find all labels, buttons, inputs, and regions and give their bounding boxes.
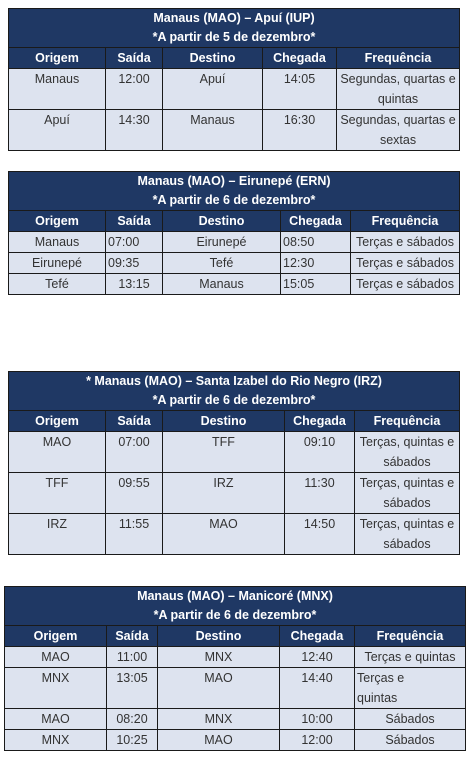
cell-destino: MAO: [158, 730, 280, 751]
header-row: [5, 626, 466, 647]
route-title: Manaus (MAO) – Eirunepé (ERN): [137, 174, 331, 188]
table-row: [9, 232, 460, 253]
table-row: [9, 514, 460, 555]
route-title: * Manaus (MAO) – Santa Izabel do Rio Negro (IRZ): [86, 374, 382, 388]
table-row: [9, 253, 460, 274]
cell-saida: 09:55: [106, 473, 163, 514]
header-saida: Saída: [106, 48, 163, 69]
start-date-note: *A partir de 6 de dezembro*: [152, 193, 316, 207]
cell-frequencia: Terças, quintas e sábados: [355, 432, 460, 473]
cell-saida: 11:00: [107, 647, 158, 668]
cell-chegada: 14:40: [280, 668, 355, 709]
cell-destino: MAO: [158, 668, 280, 709]
cell-frequencia: Sábados: [355, 709, 466, 730]
header-saida: Saída: [106, 411, 163, 432]
header-chegada: Chegada: [281, 211, 351, 232]
table-title: [9, 9, 460, 48]
table-row: [9, 69, 460, 110]
header-destino: Destino: [163, 211, 281, 232]
cell-origem: Manaus: [9, 232, 106, 253]
cell-saida: 10:25: [107, 730, 158, 751]
table-row: [5, 668, 466, 709]
cell-frequencia: Terças e sábados: [351, 274, 460, 295]
header-row: [9, 211, 460, 232]
cell-frequencia: Segundas, quartas e quintas: [337, 69, 460, 110]
cell-origem: Apuí: [9, 110, 106, 151]
cell-destino: Tefé: [163, 253, 281, 274]
start-date-note: *A partir de 6 de dezembro*: [153, 608, 317, 622]
cell-frequencia: Terças, quintas e sábados: [355, 473, 460, 514]
header-row: [9, 411, 460, 432]
header-origem: Origem: [9, 411, 106, 432]
cell-origem: MAO: [9, 432, 106, 473]
cell-destino: MAO: [163, 514, 285, 555]
cell-frequencia: Terças e sábados: [351, 253, 460, 274]
header-saida: Saída: [107, 626, 158, 647]
cell-chegada: 12:30: [281, 253, 351, 274]
cell-chegada: 10:00: [280, 709, 355, 730]
cell-frequencia: Terças, quintas e sábados: [355, 514, 460, 555]
cell-saida: 12:00: [106, 69, 163, 110]
cell-origem: MAO: [5, 709, 107, 730]
header-destino: Destino: [163, 48, 263, 69]
cell-chegada: 12:00: [280, 730, 355, 751]
cell-origem: MNX: [5, 668, 107, 709]
cell-chegada: 14:50: [285, 514, 355, 555]
cell-chegada: 09:10: [285, 432, 355, 473]
header-origem: Origem: [9, 211, 106, 232]
table-title: [9, 172, 460, 211]
cell-origem: MNX: [5, 730, 107, 751]
header-row: [9, 48, 460, 69]
header-frequencia: Frequência: [355, 626, 466, 647]
cell-destino: MNX: [158, 647, 280, 668]
table-row: [9, 432, 460, 473]
cell-frequencia: Terças e quintas: [355, 647, 466, 668]
header-chegada: Chegada: [263, 48, 337, 69]
header-destino: Destino: [163, 411, 285, 432]
cell-frequencia: Terças e sábados: [351, 232, 460, 253]
header-origem: Origem: [9, 48, 106, 69]
cell-origem: MAO: [5, 647, 107, 668]
start-date-note: *A partir de 6 de dezembro*: [152, 393, 316, 407]
header-frequencia: Frequência: [355, 411, 460, 432]
cell-destino: Eirunepé: [163, 232, 281, 253]
cell-frequencia: Sábados: [355, 730, 466, 751]
cell-chegada: 12:40: [280, 647, 355, 668]
cell-origem: Eirunepé: [9, 253, 106, 274]
table-row: [5, 709, 466, 730]
cell-origem: Manaus: [9, 69, 106, 110]
cell-saida: 14:30: [106, 110, 163, 151]
cell-destino: Manaus: [163, 110, 263, 151]
header-frequencia: Frequência: [351, 211, 460, 232]
schedule-table-manicore: [4, 586, 466, 751]
header-origem: Origem: [5, 626, 107, 647]
cell-destino: Manaus: [163, 274, 281, 295]
cell-destino: IRZ: [163, 473, 285, 514]
cell-origem: Tefé: [9, 274, 106, 295]
schedule-table-eirunepe: [8, 171, 460, 295]
table-row: [9, 274, 460, 295]
header-frequencia: Frequência: [337, 48, 460, 69]
cell-chegada: 14:05: [263, 69, 337, 110]
cell-saida: 13:15: [106, 274, 163, 295]
cell-destino: MNX: [158, 709, 280, 730]
table-row: [9, 473, 460, 514]
cell-saida: 09:35: [106, 253, 163, 274]
cell-origem: IRZ: [9, 514, 106, 555]
cell-frequencia: Segundas, quartas e sextas: [337, 110, 460, 151]
table-title: [9, 372, 460, 411]
table-title: [5, 587, 466, 626]
table-row: [5, 647, 466, 668]
schedule-table-apui: [8, 8, 460, 151]
start-date-note: *A partir de 5 de dezembro*: [152, 30, 316, 44]
route-title: Manaus (MAO) – Apuí (IUP): [153, 11, 315, 25]
cell-saida: 07:00: [106, 432, 163, 473]
cell-saida: 07:00: [106, 232, 163, 253]
header-chegada: Chegada: [280, 626, 355, 647]
header-destino: Destino: [158, 626, 280, 647]
cell-destino: TFF: [163, 432, 285, 473]
cell-chegada: 08:50: [281, 232, 351, 253]
cell-saida: 11:55: [106, 514, 163, 555]
cell-origem: TFF: [9, 473, 106, 514]
cell-saida: 08:20: [107, 709, 158, 730]
table-row: [9, 110, 460, 151]
cell-chegada: 15:05: [281, 274, 351, 295]
cell-destino: Apuí: [163, 69, 263, 110]
schedule-table-santa-izabel: [8, 371, 460, 555]
route-title: Manaus (MAO) – Manicoré (MNX): [137, 589, 333, 603]
header-chegada: Chegada: [285, 411, 355, 432]
cell-saida: 13:05: [107, 668, 158, 709]
table-row: [5, 730, 466, 751]
cell-frequencia: Terças e quintas: [355, 668, 466, 709]
cell-chegada: 16:30: [263, 110, 337, 151]
header-saida: Saída: [106, 211, 163, 232]
cell-chegada: 11:30: [285, 473, 355, 514]
